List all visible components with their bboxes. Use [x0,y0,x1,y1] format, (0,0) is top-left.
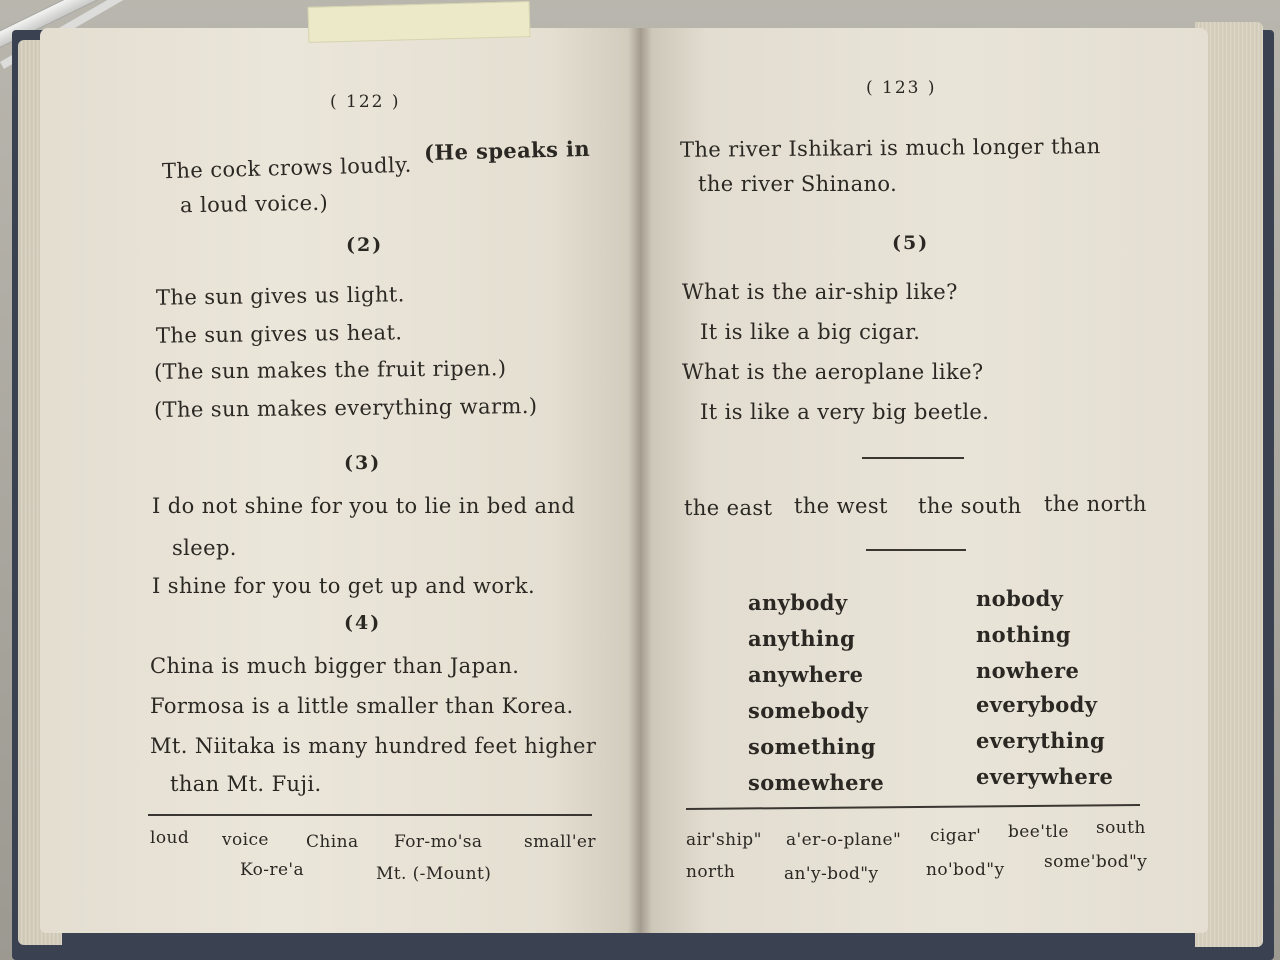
right-page-number: ( 123 ) [866,78,937,98]
left-line: I do not shine for you to lie in bed and [152,494,576,518]
vocab-word: For-mo'sa [394,832,483,852]
direction-word: the east [684,496,773,520]
left-page-number: ( 122 ) [330,92,401,112]
pronoun-word: everybody [976,692,1098,717]
vocab-word: China [306,832,359,852]
pronoun-word: nowhere [976,658,1080,683]
section-heading: (4) [344,612,382,634]
pronoun-word: anybody [748,590,848,615]
right-page [640,28,1208,933]
left-line: sleep. [172,536,237,560]
section-heading: (5) [892,232,930,254]
vocab-word: loud [150,828,190,848]
vocab-word: air'ship" [686,830,762,850]
left-line: The cock crows loudly. [161,152,412,184]
vocab-word: bee'tle [1008,822,1069,842]
left-line: (The sun makes the fruit ripen.) [153,356,507,384]
vocab-word: no'bod"y [926,860,1005,880]
right-line: The river Ishikari is much longer than [679,134,1101,162]
pronoun-word: everywhere [976,764,1114,789]
section-heading: (2) [346,234,384,256]
left-line: (He speaks in [423,135,591,166]
left-line: than Mt. Fuji. [170,772,322,796]
pronoun-word: something [748,734,876,759]
left-divider [148,814,592,816]
right-line: What is the air-ship like? [682,280,958,304]
vocab-word: a'er-o-plane" [786,830,902,850]
vocab-word: some'bod"y [1044,852,1148,872]
left-line: China is much bigger than Japan. [150,654,520,678]
right-line: the river Shinano. [698,172,898,196]
right-line: What is the aeroplane like? [682,360,984,384]
left-line: The sun gives us light. [155,282,405,310]
short-divider [862,457,964,459]
direction-word: the north [1044,492,1147,516]
pronoun-word: nobody [976,586,1064,611]
right-line: It is like a very big beetle. [700,400,990,424]
left-line: Mt. Niitaka is many hundred feet higher [150,734,597,758]
vocab-word: voice [222,830,269,850]
vocab-word: small'er [524,832,596,852]
section-heading: (3) [344,452,382,474]
vocab-word: cigar' [930,826,982,846]
short-divider [866,549,966,551]
direction-word: the west [794,494,888,518]
left-line: I shine for you to get up and work. [152,574,536,598]
left-line: (The sun makes everything warm.) [153,393,538,423]
pronoun-word: nothing [976,622,1071,647]
vocab-word: an'y-bod"y [784,864,879,884]
vocab-word: north [686,862,736,882]
sticky-tab [308,1,531,43]
left-line: Formosa is a little smaller than Korea. [150,694,574,718]
book-gutter [628,28,652,933]
pronoun-word: anything [748,626,856,651]
vocab-word: Ko-re'a [240,860,305,880]
left-line: a loud voice.) [179,190,329,218]
pronoun-word: somewhere [748,770,885,795]
pronoun-word: anywhere [748,662,864,687]
vocab-word: south [1096,818,1146,838]
right-line: It is like a big cigar. [700,320,921,344]
vocab-word: Mt. (-Mount) [376,864,492,884]
left-line: The sun gives us heat. [155,320,403,348]
pronoun-word: everything [976,728,1106,753]
pronoun-word: somebody [748,698,869,723]
direction-word: the south [918,494,1022,518]
